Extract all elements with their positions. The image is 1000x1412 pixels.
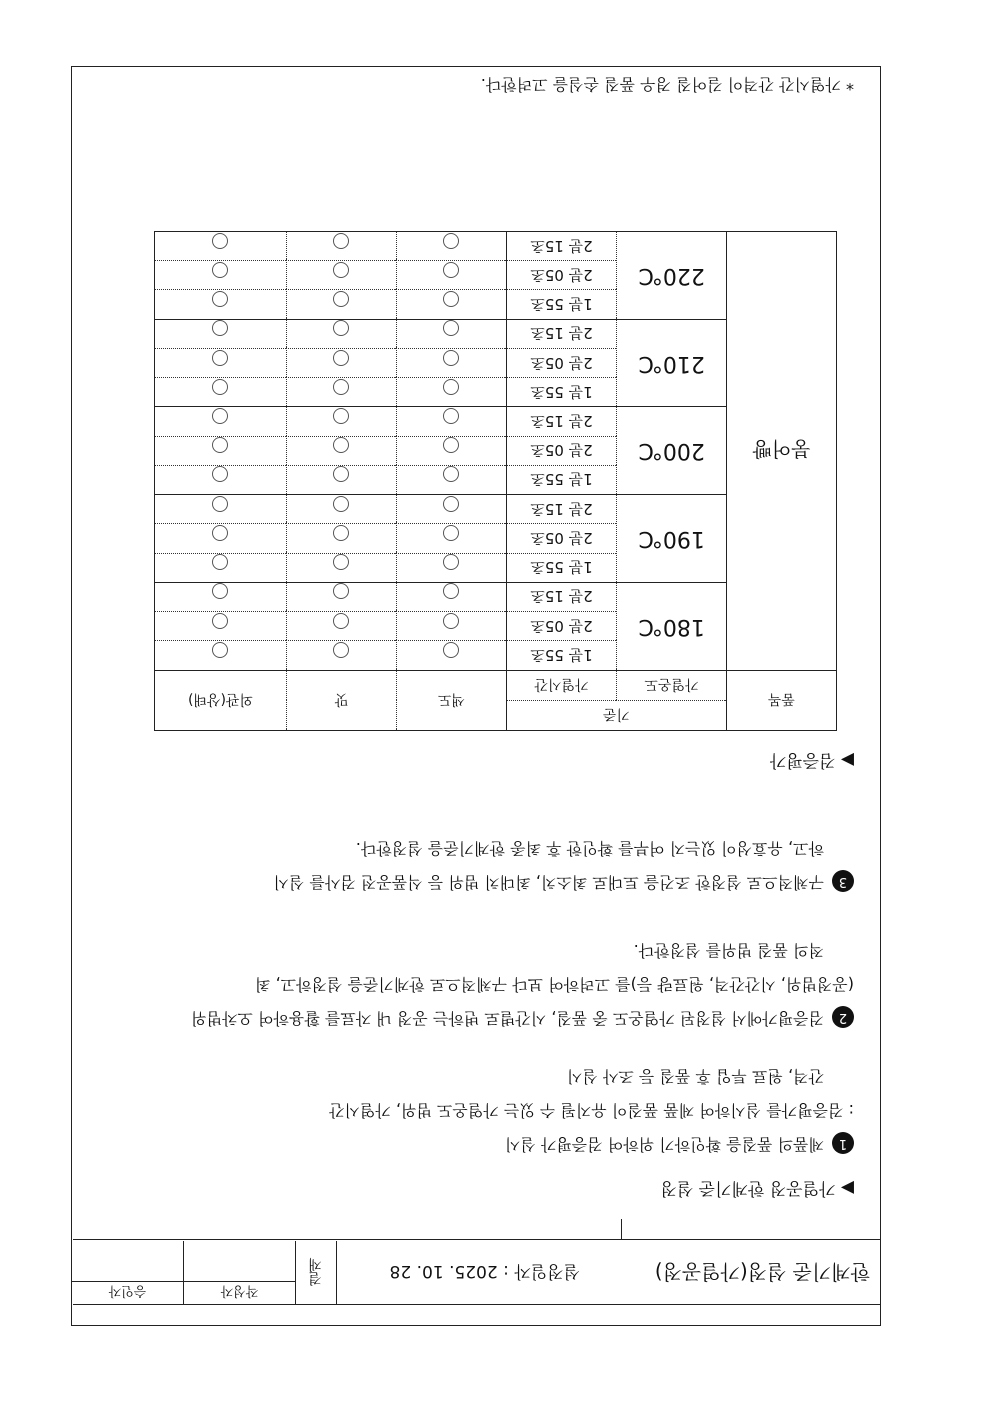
result-cell — [397, 232, 507, 261]
result-mark — [444, 467, 460, 483]
result-mark — [334, 437, 350, 453]
result-mark — [444, 613, 460, 629]
product-cell: 붕어빵 — [727, 232, 837, 671]
result-mark — [444, 583, 460, 599]
time-cell: 2분 15초 — [507, 582, 617, 611]
number-1-icon: 1 — [832, 1133, 854, 1155]
result-cell — [397, 582, 507, 611]
triangle-bullet-icon: ▶ — [840, 750, 854, 770]
time-cell: 1분 55초 — [507, 378, 617, 407]
result-cell — [397, 612, 507, 641]
temperature-cell: 190℃ — [617, 495, 727, 583]
result-cell — [155, 465, 287, 494]
result-mark — [213, 437, 229, 453]
result-mark — [444, 642, 460, 658]
result-mark — [334, 467, 350, 483]
result-cell — [287, 378, 397, 407]
verification-table — [154, 231, 837, 731]
time-cell: 1분 55초 — [507, 290, 617, 319]
result-cell — [287, 495, 397, 524]
result-mark — [213, 642, 229, 658]
result-mark — [213, 262, 229, 278]
result-mark — [334, 233, 350, 249]
result-mark — [334, 262, 350, 278]
section-title-verification — [770, 750, 854, 775]
time-cell: 1분 55초 — [507, 553, 617, 582]
result-cell — [397, 378, 507, 407]
col-temp: 가열온도 — [617, 670, 727, 700]
table-body — [155, 232, 837, 671]
approval-writer-label: 작성자 — [184, 1281, 295, 1304]
result-cell — [155, 348, 287, 377]
table-row — [155, 641, 837, 670]
time-cell: 2분 05초 — [507, 348, 617, 377]
result-cell — [155, 319, 287, 348]
result-mark — [444, 233, 460, 249]
result-mark — [444, 554, 460, 570]
result-cell — [397, 553, 507, 582]
result-mark — [213, 350, 229, 366]
result-mark — [334, 320, 350, 336]
result-mark — [213, 496, 229, 512]
result-cell — [397, 348, 507, 377]
form-header — [73, 1239, 880, 1305]
temperature-cell: 200℃ — [617, 407, 727, 495]
result-cell — [155, 582, 287, 611]
result-mark — [213, 233, 229, 249]
result-mark — [444, 525, 460, 541]
result-cell — [287, 232, 397, 261]
result-mark — [213, 467, 229, 483]
set-date-value: 2025. 10. 28 — [389, 1261, 498, 1281]
result-mark — [444, 408, 460, 424]
result-mark — [444, 291, 460, 307]
result-mark — [213, 320, 229, 336]
set-date-label: 설정일자 — [514, 1261, 580, 1281]
result-cell — [397, 436, 507, 465]
time-cell: 1분 55초 — [507, 465, 617, 494]
number-3-icon: 3 — [832, 871, 854, 893]
set-date: 설정일자 : 2025. 10. 28 — [389, 1261, 580, 1281]
result-cell — [397, 407, 507, 436]
result-mark — [334, 350, 350, 366]
time-cell: 2분 15초 — [507, 495, 617, 524]
time-cell: 2분 15초 — [507, 232, 617, 261]
result-cell — [287, 319, 397, 348]
col-taste: 맛 — [287, 670, 397, 730]
result-cell — [397, 641, 507, 670]
result-cell — [287, 612, 397, 641]
list-item-2 — [94, 933, 854, 1035]
item3-line1: 구체적으로 설정한 조건을 토대로 최소치, 최대치 범위 등 식품공전 검사를 실시 — [273, 873, 824, 892]
time-cell: 2분 05초 — [507, 436, 617, 465]
item1-line2: : 검증평가를 실시하여 제품 품질이 유지될 수 있는 가열온도 범위, 가열시간 — [328, 1101, 854, 1120]
result-cell — [287, 436, 397, 465]
result-cell — [155, 495, 287, 524]
result-mark — [444, 379, 460, 395]
result-cell — [287, 524, 397, 553]
result-mark — [334, 642, 350, 658]
section-title-criteria — [660, 1178, 854, 1203]
result-cell — [287, 465, 397, 494]
result-mark — [334, 496, 350, 512]
section1-title-text: 가열공정 한계기준 설정 — [660, 1178, 836, 1198]
form-title: 한계기준 설정(가열공정) — [654, 1260, 870, 1284]
approval-approver-label: 승인자 — [72, 1281, 183, 1304]
result-mark — [213, 291, 229, 307]
number-2-icon: 2 — [832, 1007, 854, 1029]
temperature-cell: 180℃ — [617, 582, 727, 670]
form-frame — [71, 66, 881, 1326]
result-mark — [334, 613, 350, 629]
result-cell — [287, 582, 397, 611]
result-mark — [213, 408, 229, 424]
approval-box — [72, 1241, 337, 1304]
result-cell — [155, 612, 287, 641]
result-mark — [444, 320, 460, 336]
result-cell — [397, 290, 507, 319]
result-cell — [287, 290, 397, 319]
frame-corner-box — [621, 1219, 761, 1239]
item1-line3: 간격, 원료 투입 후 품질 등 조사 실시 — [566, 1067, 824, 1086]
result-cell — [397, 465, 507, 494]
result-cell — [287, 553, 397, 582]
result-cell — [287, 261, 397, 290]
approval-col-writer — [183, 1241, 295, 1304]
result-cell — [155, 261, 287, 290]
approval-approver-sign[interactable] — [72, 1241, 183, 1281]
triangle-bullet-icon: ▶ — [840, 1178, 854, 1198]
result-mark — [334, 583, 350, 599]
result-cell — [155, 407, 287, 436]
item3-line2: 하고, 유효성이 있는지 여부를 확인한 후 최종 한계기준을 설정한다. — [355, 839, 824, 858]
list-item-1 — [94, 1059, 854, 1161]
result-cell — [155, 436, 287, 465]
result-mark — [213, 583, 229, 599]
result-mark — [334, 525, 350, 541]
time-cell: 2분 05초 — [507, 261, 617, 290]
result-cell — [287, 641, 397, 670]
temperature-cell: 210℃ — [617, 319, 727, 407]
time-cell: 2분 15초 — [507, 407, 617, 436]
approval-writer-sign[interactable] — [184, 1241, 295, 1281]
result-mark — [444, 496, 460, 512]
col-texture: 외관(상태) — [155, 670, 287, 730]
result-mark — [213, 613, 229, 629]
result-cell — [397, 261, 507, 290]
section2-title-text: 검증평가 — [769, 750, 836, 770]
col-color: 색도 — [397, 670, 507, 730]
result-mark — [444, 262, 460, 278]
result-mark — [213, 379, 229, 395]
result-cell — [397, 319, 507, 348]
result-cell — [287, 348, 397, 377]
time-cell: 2분 15초 — [507, 319, 617, 348]
time-cell: 2분 05초 — [507, 612, 617, 641]
result-cell — [287, 407, 397, 436]
approval-col-approver — [72, 1241, 183, 1304]
result-mark — [334, 291, 350, 307]
list-item-3 — [94, 831, 854, 899]
result-mark — [444, 437, 460, 453]
col-product: 품목 — [727, 670, 837, 730]
col-criteria: 기준 — [507, 700, 727, 730]
result-cell — [155, 290, 287, 319]
result-cell — [155, 553, 287, 582]
temperature-cell: 220℃ — [617, 232, 727, 320]
result-mark — [213, 554, 229, 570]
footnote: * 가열시간 간격이 길어질 경우 품질 손실을 고려한다. — [480, 75, 854, 94]
result-mark — [213, 525, 229, 541]
item2-line1: 검증평가에서 설정된 가열온도 중 품질, 시간별로 변하는 공정 내 자료를 활용하여 오차범위 — [191, 1009, 824, 1028]
item1-line1: 제품의 품질을 확인하기 위하여 검증평가 실시 — [504, 1135, 824, 1154]
result-cell — [155, 641, 287, 670]
result-cell — [397, 495, 507, 524]
time-cell: 1분 55초 — [507, 641, 617, 670]
time-cell: 2분 05초 — [507, 524, 617, 553]
col-time: 가열시간 — [507, 670, 617, 700]
result-cell — [155, 378, 287, 407]
result-cell — [155, 232, 287, 261]
result-cell — [397, 524, 507, 553]
item2-line2: (공정범위, 시간간격, 원료량 등)를 고려하여 보다 구체적으로 한계기준을 설정하고, 최 — [254, 975, 854, 994]
result-mark — [334, 554, 350, 570]
approval-label: 결재 — [295, 1241, 336, 1304]
result-cell — [155, 524, 287, 553]
result-mark — [334, 408, 350, 424]
item2-line3: 적의 품질 범위를 설정한다. — [633, 941, 824, 960]
result-mark — [444, 350, 460, 366]
result-mark — [334, 379, 350, 395]
